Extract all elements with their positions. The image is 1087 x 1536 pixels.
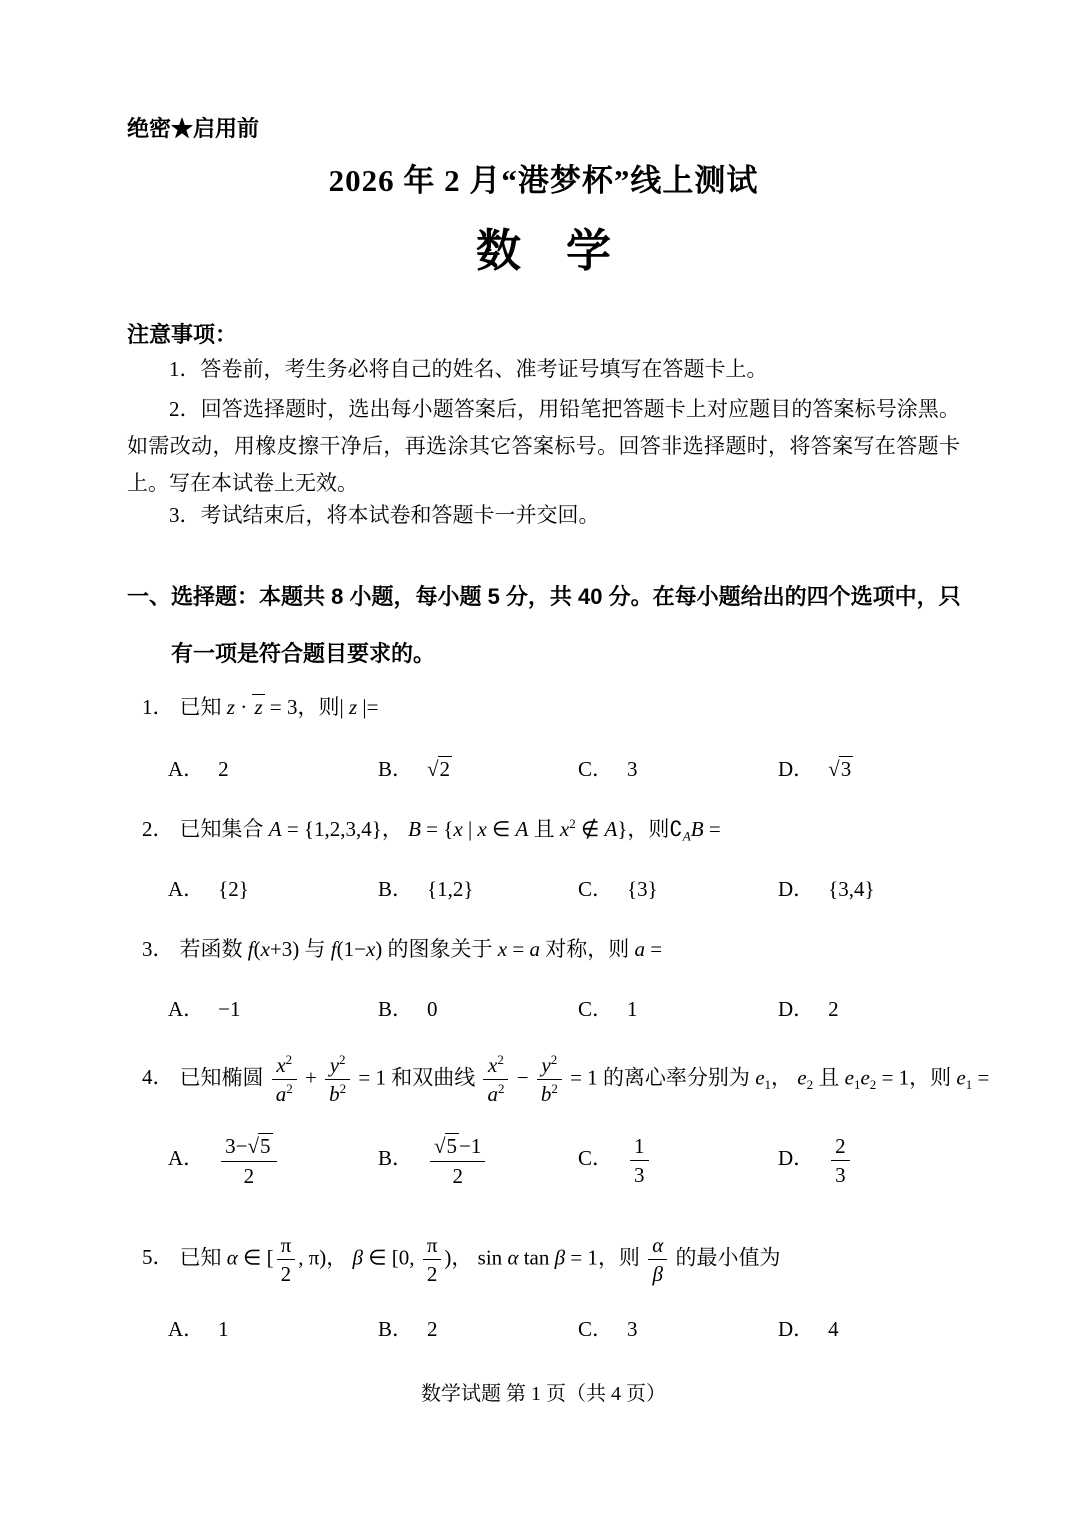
math-token: B xyxy=(408,817,421,841)
math-token: 2 xyxy=(869,1077,877,1092)
question-1-option-a xyxy=(168,753,378,783)
math-token: a xyxy=(634,937,645,961)
radicand xyxy=(839,756,854,782)
math-token: 2 xyxy=(569,816,576,832)
math-token: y xyxy=(329,1053,340,1077)
option-content xyxy=(828,1134,853,1188)
math-token: e xyxy=(797,1065,807,1090)
math-token: 的离心率分别为 xyxy=(597,1065,756,1090)
option-label: C． xyxy=(578,877,614,901)
math-token: 若函数 xyxy=(179,937,248,961)
math-token: 已知集合 xyxy=(179,817,269,841)
page-number: 数学试题 第 1 页（共 4 页） xyxy=(421,1383,666,1405)
math-token: 2 xyxy=(497,1052,504,1068)
math-token: · xyxy=(234,695,253,719)
math-token: +3) xyxy=(269,937,300,961)
option-label: D． xyxy=(778,877,815,901)
math-token: (1− xyxy=(336,937,366,961)
notice-item-2: 2．回答选择题时，选出每小题答案后，用铅笔把答题卡上对应题目的答案标号涂黑。如需改动，用橡皮擦干净后，再选涂其它答案标号。回答非选择题时，将答案写在答题卡上。写在本试卷上无效。 xyxy=(127,397,960,495)
math-token: x xyxy=(497,937,508,961)
math-sqrt xyxy=(248,1133,273,1159)
subject-title: 数 学 xyxy=(475,226,611,276)
math-token: A xyxy=(268,817,282,841)
math-token: 2 xyxy=(427,1317,438,1341)
math-token: |= xyxy=(357,695,379,719)
notice-item-1: 1．答卷前，考生务必将自己的姓名、准考证号填写在答题卡上。 xyxy=(169,357,768,381)
option-label: A． xyxy=(168,877,205,901)
math-token: ，则 xyxy=(909,1065,957,1090)
question-2-option-c xyxy=(578,873,778,903)
option-content xyxy=(218,757,229,781)
option-label: A． xyxy=(168,1146,205,1171)
math-token: {3} xyxy=(627,877,658,901)
fraction-denominator xyxy=(630,1161,649,1187)
math-token: } xyxy=(617,817,628,841)
math-token: 1 xyxy=(634,1134,645,1159)
math-token: 2 xyxy=(497,1081,505,1097)
math-token: 对称，则 xyxy=(539,937,635,961)
fraction-denominator xyxy=(325,1080,350,1106)
option-content xyxy=(218,1317,229,1341)
option-content xyxy=(627,997,638,1021)
math-token: ， xyxy=(381,817,409,841)
math-token: | xyxy=(462,817,478,841)
math-token: A xyxy=(604,817,618,841)
fraction-denominator xyxy=(430,1162,485,1188)
question-5-option-d xyxy=(778,1313,998,1343)
math-token: ∉ xyxy=(575,817,605,841)
option-content xyxy=(627,877,658,901)
question-4-option-a xyxy=(168,1133,378,1188)
option-content xyxy=(427,997,438,1021)
math-fraction xyxy=(430,1133,485,1188)
option-content xyxy=(218,1134,279,1189)
question-4-option-b xyxy=(378,1133,578,1188)
math-token: a xyxy=(529,937,540,961)
math-token: 2 xyxy=(339,1052,346,1068)
math-token: ， xyxy=(326,1245,353,1270)
math-token: 3 xyxy=(627,1317,638,1341)
math-token: f xyxy=(247,937,254,961)
math-token: β xyxy=(652,1262,663,1287)
option-label: B． xyxy=(378,1317,414,1341)
math-token: 2 xyxy=(452,1164,463,1189)
question-2-stem xyxy=(142,813,1042,845)
math-fraction xyxy=(630,1134,649,1187)
question-3-option-d xyxy=(778,993,998,1023)
math-token: x xyxy=(477,817,487,841)
math-token: 的图象关于 xyxy=(382,937,498,961)
math-token: f xyxy=(330,937,337,961)
math-token: e xyxy=(755,1065,765,1090)
fraction-denominator xyxy=(272,1080,297,1106)
math-token: z xyxy=(254,695,263,719)
fraction-numerator xyxy=(272,1053,297,1080)
radical-sign-icon: √ xyxy=(828,757,839,781)
math-fraction xyxy=(221,1133,276,1188)
math-token: x xyxy=(260,937,270,961)
question-number: 1． xyxy=(142,695,174,719)
math-token: β xyxy=(554,1245,566,1270)
math-token: 2 xyxy=(285,1052,293,1068)
math-token: B xyxy=(690,817,704,841)
question-2-option-b xyxy=(378,873,578,903)
question-1-stem xyxy=(142,691,1042,721)
math-token: 3 xyxy=(835,1163,846,1188)
radicand xyxy=(445,1133,460,1159)
math-token: + xyxy=(299,1065,323,1090)
question-number: 4． xyxy=(142,1065,174,1090)
option-content xyxy=(218,877,249,901)
math-token: 与 xyxy=(299,937,331,961)
math-token: 1 xyxy=(965,1077,973,1092)
math-token: x xyxy=(276,1053,286,1077)
question-3-option-b xyxy=(378,993,578,1023)
math-fraction xyxy=(272,1053,297,1106)
math-fraction xyxy=(648,1233,667,1286)
math-sqrt xyxy=(434,1133,459,1159)
option-label: D． xyxy=(778,997,815,1021)
math-token: e xyxy=(860,1065,870,1090)
math-token: 2 xyxy=(439,757,451,781)
section-heading-line-2: 有一项是符合题目要求的。 xyxy=(171,641,436,666)
math-token: e xyxy=(844,1065,854,1090)
math-token: z xyxy=(348,695,358,719)
option-label: B． xyxy=(378,1146,414,1171)
math-token: ∈ [0, xyxy=(363,1245,420,1270)
question-4-options xyxy=(168,1133,998,1188)
math-fraction xyxy=(831,1134,850,1187)
option-content xyxy=(427,1317,438,1341)
math-token: 3− xyxy=(225,1134,248,1158)
option-label: A． xyxy=(168,997,205,1021)
math-token: ∈ xyxy=(486,817,516,841)
option-content xyxy=(427,877,473,901)
math-token: ∈ [ xyxy=(237,1245,274,1270)
math-token: 0 xyxy=(427,997,438,1021)
math-token: ， xyxy=(451,1245,478,1270)
math-token: {1,2} xyxy=(427,877,474,901)
math-token: b xyxy=(540,1082,552,1107)
math-token: z xyxy=(226,695,235,719)
option-label: C． xyxy=(578,1146,614,1171)
math-token: 2 xyxy=(550,1052,558,1068)
radical-sign-icon: √ xyxy=(427,757,438,781)
fraction-numerator xyxy=(537,1053,562,1080)
question-2-option-d xyxy=(778,873,998,903)
math-fraction xyxy=(483,1053,508,1106)
question-number: 5． xyxy=(142,1245,174,1270)
question-5-options xyxy=(168,1313,998,1343)
question-5-stem xyxy=(142,1233,1042,1286)
secrecy-notice: 绝密★启用前 xyxy=(127,116,260,141)
math-token: {2} xyxy=(218,877,249,901)
fraction-numerator xyxy=(630,1134,649,1161)
math-token: A xyxy=(515,817,529,841)
math-token: 2 xyxy=(280,1262,292,1287)
math-token: 3 xyxy=(627,757,638,781)
fraction-numerator xyxy=(648,1233,667,1260)
math-fraction xyxy=(423,1233,442,1286)
fraction-numerator xyxy=(221,1133,276,1162)
math-token: {3,4} xyxy=(828,877,875,901)
math-token: 2 xyxy=(218,757,229,781)
math-token: = {1,2,3,4} xyxy=(281,817,382,841)
math-token: 1 xyxy=(627,997,638,1021)
math-token: 的最小值为 xyxy=(670,1245,781,1270)
math-token: A xyxy=(682,828,691,844)
math-token: β xyxy=(352,1245,364,1270)
option-label: A． xyxy=(168,757,205,781)
math-token: 已知 xyxy=(179,1245,227,1270)
option-content xyxy=(828,1317,839,1341)
fraction-denominator xyxy=(423,1260,442,1286)
question-3-option-c xyxy=(578,993,778,1023)
option-content xyxy=(627,1317,638,1341)
math-token: ，则 xyxy=(597,1245,646,1270)
radicand xyxy=(258,1133,273,1159)
option-content xyxy=(828,757,853,781)
option-label: B． xyxy=(378,997,414,1021)
math-token: , π) xyxy=(298,1245,327,1270)
option-label: C． xyxy=(578,997,614,1021)
math-token: = 1 xyxy=(565,1245,598,1270)
math-token: ∁ xyxy=(669,817,683,841)
option-content xyxy=(427,1134,488,1189)
math-token: = 1 xyxy=(876,1065,910,1090)
math-fraction xyxy=(277,1233,296,1286)
question-5-option-a xyxy=(168,1313,378,1343)
math-token: 2 xyxy=(339,1081,347,1097)
math-token: 2 xyxy=(551,1081,558,1097)
math-token: 3 xyxy=(634,1163,645,1188)
math-token: tan xyxy=(518,1245,555,1270)
fraction-denominator xyxy=(648,1260,667,1286)
math-token: 2 xyxy=(426,1262,438,1287)
math-token: = xyxy=(972,1065,990,1090)
option-label: D． xyxy=(778,757,815,781)
math-token: = 3 xyxy=(264,695,298,719)
question-2-option-a xyxy=(168,873,378,903)
fraction-numerator xyxy=(430,1133,485,1162)
math-token: = 1 xyxy=(564,1065,598,1090)
math-token: 2 xyxy=(243,1164,255,1189)
math-token: ， xyxy=(771,1065,798,1090)
math-token: 已知椭圆 xyxy=(179,1065,269,1090)
math-token: −1 xyxy=(459,1134,482,1158)
option-label: B． xyxy=(378,877,414,901)
math-token: = xyxy=(644,937,663,961)
math-token: π xyxy=(280,1233,292,1257)
option-label: D． xyxy=(778,1317,815,1341)
math-token: x xyxy=(488,1053,498,1077)
radical-sign-icon: √ xyxy=(434,1134,445,1158)
math-token: b xyxy=(329,1082,340,1107)
question-4-option-c xyxy=(578,1134,778,1187)
option-label: B． xyxy=(378,757,414,781)
math-token: x xyxy=(559,817,570,841)
math-token: 且 xyxy=(528,817,560,841)
radical-sign-icon: √ xyxy=(247,1134,259,1158)
exam-title: 2026 年 2 月“港梦杯”线上测试 xyxy=(328,163,759,198)
math-token: ，则 xyxy=(297,695,340,719)
math-token: = { xyxy=(420,817,454,841)
question-4-stem xyxy=(142,1053,1042,1106)
notice-item-3: 3．考试结束后，将本试卷和答题卡一并交回。 xyxy=(169,503,600,527)
question-2-options xyxy=(168,873,998,903)
math-token: ) xyxy=(444,1245,452,1270)
option-content xyxy=(828,997,839,1021)
question-3-stem xyxy=(142,933,1042,963)
math-fraction xyxy=(537,1053,562,1106)
option-content xyxy=(427,757,452,781)
question-number: 3． xyxy=(142,937,174,961)
option-content xyxy=(627,1134,652,1188)
question-1-option-c xyxy=(578,753,778,783)
math-sqrt xyxy=(828,756,853,782)
math-token: sin xyxy=(477,1245,508,1270)
math-token: ) xyxy=(375,937,383,961)
math-token: 1 xyxy=(853,1077,861,1092)
question-3-options xyxy=(168,993,998,1023)
math-token: x xyxy=(365,937,376,961)
math-token: 5 xyxy=(260,1134,271,1158)
math-token: π xyxy=(426,1233,438,1257)
math-token: 且 xyxy=(813,1065,845,1090)
math-fraction xyxy=(325,1053,350,1106)
math-token: α xyxy=(507,1245,519,1270)
fraction-numerator xyxy=(277,1233,296,1260)
math-token: a xyxy=(487,1082,498,1107)
math-token: 已知 xyxy=(179,695,227,719)
option-label: C． xyxy=(578,757,614,781)
fraction-numerator xyxy=(423,1233,442,1260)
math-token: −1 xyxy=(218,997,241,1021)
math-token: α xyxy=(226,1245,238,1270)
question-3-option-a xyxy=(168,993,378,1023)
option-label: C． xyxy=(578,1317,614,1341)
fraction-numerator xyxy=(325,1053,350,1080)
option-content xyxy=(218,997,240,1021)
fraction-numerator xyxy=(483,1053,508,1080)
math-sqrt xyxy=(427,756,452,782)
math-token: 3 xyxy=(840,757,852,781)
math-token: y xyxy=(541,1053,551,1077)
math-token: = xyxy=(507,937,530,961)
option-label: D． xyxy=(778,1146,815,1171)
question-1-options xyxy=(168,753,998,783)
math-token: 1 xyxy=(764,1077,772,1092)
notice-heading: 注意事项： xyxy=(127,322,238,347)
fraction-denominator xyxy=(277,1260,296,1286)
math-token: 2 xyxy=(828,997,839,1021)
math-overbar xyxy=(252,694,264,720)
math-token: 2 xyxy=(835,1134,846,1159)
math-token: | xyxy=(339,695,349,719)
question-4-option-d xyxy=(778,1134,998,1187)
math-token: − xyxy=(511,1065,534,1090)
section-heading-line-1: 一、选择题：本题共 8 小题，每小题 5 分，共 40 分。在每小题给出的四个选项中，只 xyxy=(127,584,961,609)
math-token: e xyxy=(956,1065,966,1090)
fraction-numerator xyxy=(831,1134,850,1161)
math-token: 5 xyxy=(446,1134,458,1158)
math-token: a xyxy=(275,1082,287,1107)
math-token: 和双曲线 xyxy=(385,1065,481,1090)
math-token: x xyxy=(453,817,463,841)
question-1-option-d xyxy=(778,753,998,783)
math-token: 1 xyxy=(218,1317,229,1341)
math-token: ( xyxy=(253,937,261,961)
math-token: ，则 xyxy=(627,817,670,841)
fraction-denominator xyxy=(483,1080,508,1106)
fraction-denominator xyxy=(537,1080,562,1106)
question-5-option-c xyxy=(578,1313,778,1343)
question-1-option-b xyxy=(378,753,578,783)
option-content xyxy=(627,757,638,781)
math-token: = 1 xyxy=(353,1065,386,1090)
radicand xyxy=(438,756,453,782)
option-label: A． xyxy=(168,1317,205,1341)
question-5-option-b xyxy=(378,1313,578,1343)
question-number: 2． xyxy=(142,817,174,841)
math-token: 2 xyxy=(286,1081,293,1097)
fraction-denominator xyxy=(221,1162,276,1188)
math-token: α xyxy=(652,1233,664,1257)
fraction-denominator xyxy=(831,1161,850,1187)
option-content xyxy=(828,877,874,901)
math-token: = xyxy=(703,817,721,841)
math-token: 4 xyxy=(828,1317,839,1341)
math-token: 2 xyxy=(806,1077,814,1092)
